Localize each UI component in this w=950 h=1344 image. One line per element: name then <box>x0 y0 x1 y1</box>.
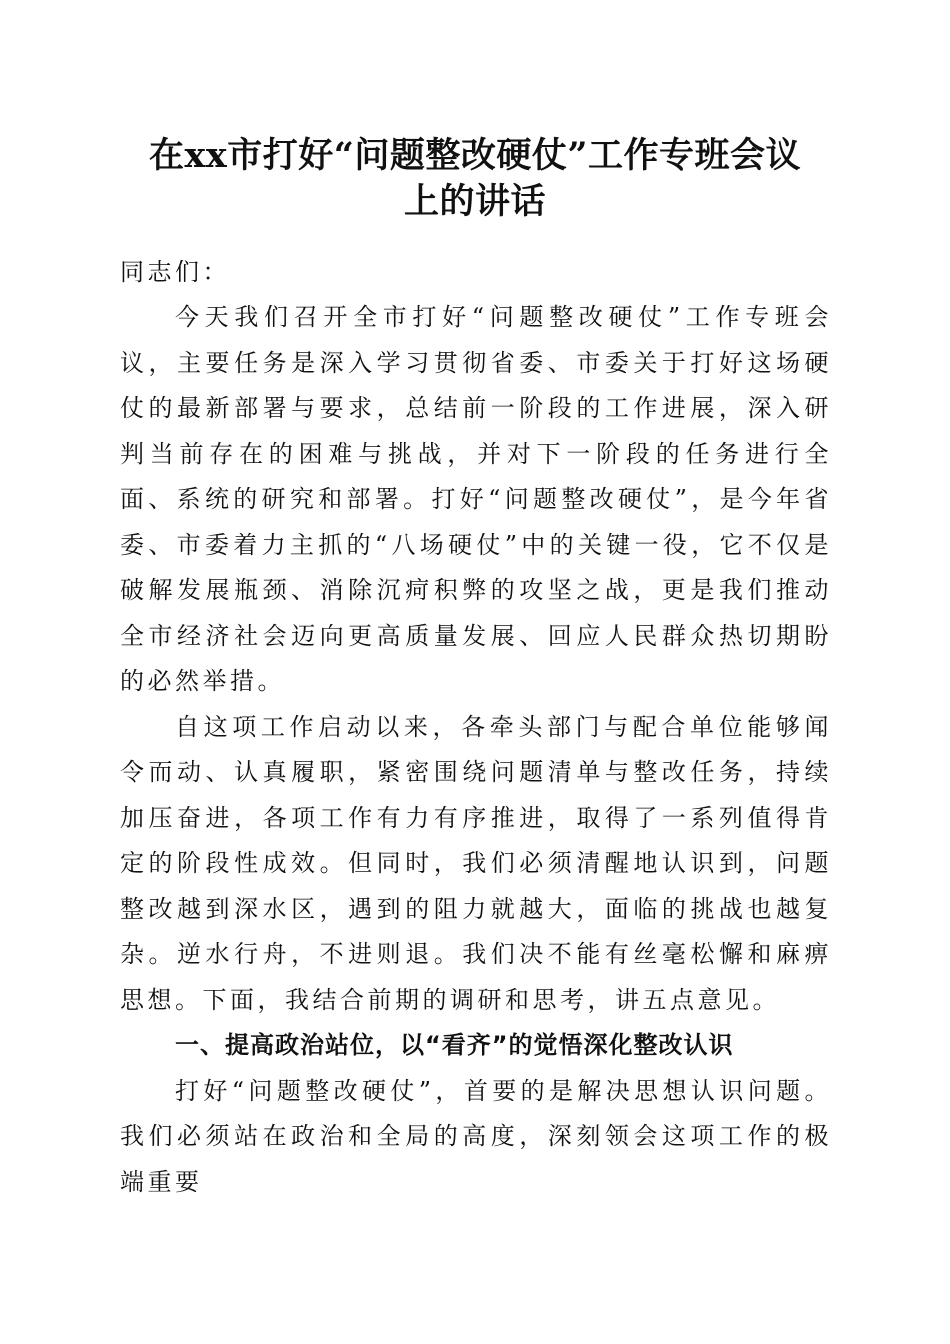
paragraph-progress: 自这项工作启动以来，各牵头部门与配合单位能够闻令而动、认真履职，紧密围绕问题清单与整改任务，持续加压奋进，各项工作有力有序推进，取得了一系列值得肯定的阶段性成效。但同时，我们必须清醒地认识到，问题整改越到深水区，遇到的阻力就越大，面临的挑战也越复杂。逆水行舟，不进则退。我们决不能有丝毫松懈和麻痹思想。下面，我结合前期的调研和思考，讲五点意见。 <box>120 712 832 1014</box>
section-heading-1: 一、提高政治站位，以“看齐”的觉悟深化整改认识 <box>175 1031 734 1059</box>
document-title-line2: 上的讲话 <box>403 181 546 222</box>
paragraph-intro: 今天我们召开全市打好“问题整改硬仗”工作专班会议，主要任务是深入学习贯彻省委、市委关于打好这场硬仗的最新部署与要求，总结前一阶段的工作进展，深入研判当前存在的困难与挑战，并对下一阶段的任务进行全面、系统的研究和部署。打好“问题整改硬仗”，是今年省委、市委着力主抓的“八场硬仗”中的关键一役，它不仅是破解发展瓶颈、消除沉疴积弊的攻坚之战，更是我们推动全市经济社会迈向更高质量发展、回应人民群众热切期盼的必然举措。 <box>120 303 832 695</box>
document-title-line1: 在xx市打好“问题整改硬仗”工作专班会议 <box>149 135 801 176</box>
salutation: 同志们： <box>120 258 230 286</box>
document-body <box>120 295 832 1205</box>
document-title <box>100 133 850 225</box>
section-1-paragraph: 打好“问题整改硬仗”，首要的是解决思想认识问题。我们必须站在政治和全局的高度，深刻领会这项工作的极端重要 <box>120 1076 832 1196</box>
